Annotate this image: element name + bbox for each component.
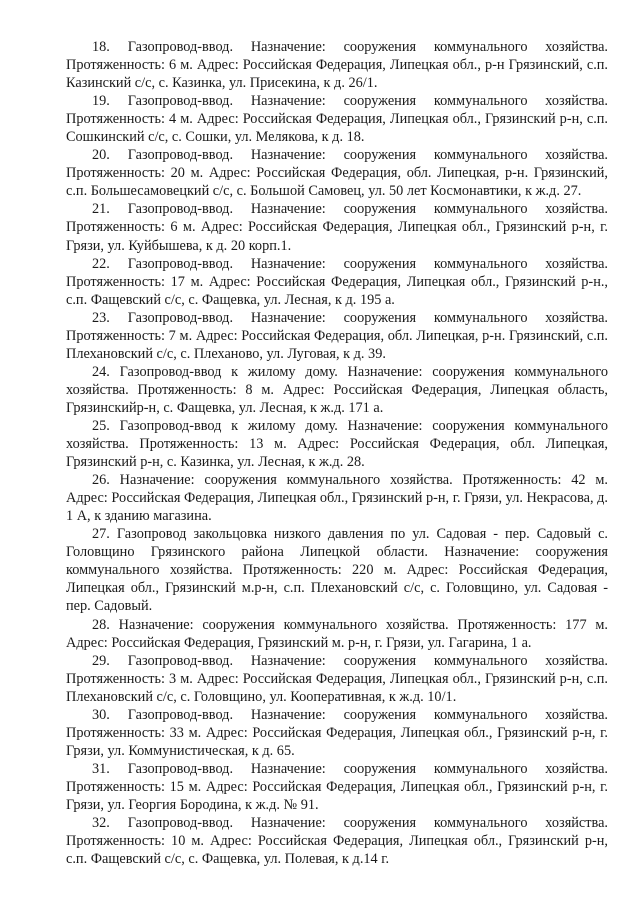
list-item-20: 20. Газопровод-ввод. Назначение: сооружения коммунального хозяйства. Протяженность: 20 м. Адрес: Российская Федерация, обл. Липецкая, р-н. Грязинский, с.п. Большесамовецкий с/с, с. Большой Самовец, ул. 50 лет Космонавтики, к ж.д. 27. <box>66 147 608 200</box>
list-item-27: 27. Газопровод закольцовка низкого давления по ул. Садовая - пер. Садовый с. Головщино Грязинского района Липецкой области. Назначение: сооружения коммунального хозяйства. Протяженность: 220 м. Адрес: Российская Федерация, Липецкая обл., Грязинский м.р-н, с.п. Плехановский с/с, с. Головщино, ул. Садовая - пер. Садовый. <box>66 526 608 615</box>
document-page <box>66 38 608 868</box>
list-item-31: 31. Газопровод-ввод. Назначение: сооружения коммунального хозяйства. Протяженность: 15 м. Адрес: Российская Федерация, Липецкая обл., Грязинский р-н, г. Грязи, ул. Георгия Бородина, к ж.д. № 91. <box>66 760 608 813</box>
list-item-18: 18. Газопровод-ввод. Назначение: сооружения коммунального хозяйства. Протяженность: 6 м. Адрес: Российская Федерация, Липецкая обл., р-н Грязинский, с.п. Казинский с/с, с. Казинка, ул. Присекина, к д. 26/1. <box>66 39 608 92</box>
list-item-19: 19. Газопровод-ввод. Назначение: сооружения коммунального хозяйства. Протяженность: 4 м. Адрес: Российская Федерация, Липецкая обл., Грязинский р-н, с.п. Сошкинский с/с, с. Сошки, ул. Мелякова, к д. 18. <box>66 93 608 146</box>
list-item-22: 22. Газопровод-ввод. Назначение: сооружения коммунального хозяйства. Протяженность: 17 м. Адрес: Российская Федерация, Липецкая обл., Грязинский р-н., с.п. Фащевский с/с, с. Фащевка, ул. Лесная, к д. 195 а. <box>66 255 608 308</box>
list-item-29: 29. Газопровод-ввод. Назначение: сооружения коммунального хозяйства. Протяженность: 3 м. Адрес: Российская Федерация, Липецкая обл., Грязинский р-н, с.п. Плехановский с/с, с. Головщино, ул. Кооперативная, к ж.д. 10/1. <box>66 652 608 705</box>
list-item-28: 28. Назначение: сооружения коммунального хозяйства. Протяженность: 177 м. Адрес: Российская Федерация, Грязинский м. р-н, г. Грязи, ул. Гагарина, 1 а. <box>66 616 608 651</box>
list-item-26: 26. Назначение: сооружения коммунального хозяйства. Протяженность: 42 м. Адрес: Российская Федерация, Липецкая обл., Грязинский р-н, г. Грязи, ул. Некрасова, д. 1 А, к зданию магазина. <box>66 472 608 525</box>
list-item-32: 32. Газопровод-ввод. Назначение: сооружения коммунального хозяйства. Протяженность: 10 м. Адрес: Российская Федерация, Липецкая обл., Грязинский р-н, с.п. Фащевский с/с, с. Фащевка, ул. Полевая, к д.14 г. <box>66 815 608 868</box>
list-item-24: 24. Газопровод-ввод к жилому дому. Назначение: сооружения коммунального хозяйства. Протяженность: 8 м. Адрес: Российская Федерация, Липецкая область, Грязинскийр-н, с. Фащевка, ул. Лесная, к ж.д. 171 а. <box>66 363 608 416</box>
list-item-30: 30. Газопровод-ввод. Назначение: сооружения коммунального хозяйства. Протяженность: 33 м. Адрес: Российская Федерация, Липецкая обл., Грязинский р-н, г. Грязи, ул. Коммунистическая, к д. 65. <box>66 706 608 759</box>
list-item-25: 25. Газопровод-ввод к жилому дому. Назначение: сооружения коммунального хозяйства. Протяженность: 13 м. Адрес: Российская Федерация, обл. Липецкая, Грязинский р-н, с. Казинка, ул. Лесная, к ж.д. 28. <box>66 417 608 471</box>
list-item-23: 23. Газопровод-ввод. Назначение: сооружения коммунального хозяйства. Протяженность: 7 м. Адрес: Российская Федерация, обл. Липецкая, р-н. Грязинский, с.п. Плехановский с/с, с. Плеханово, ул. Луговая, к д. 39. <box>66 309 608 362</box>
list-item-21: 21. Газопровод-ввод. Назначение: сооружения коммунального хозяйства. Протяженность: 6 м. Адрес: Российская Федерация, Липецкая обл., Грязинский р-н, г. Грязи, ул. Куйбышева, к д. 20 корп.1. <box>66 201 608 254</box>
